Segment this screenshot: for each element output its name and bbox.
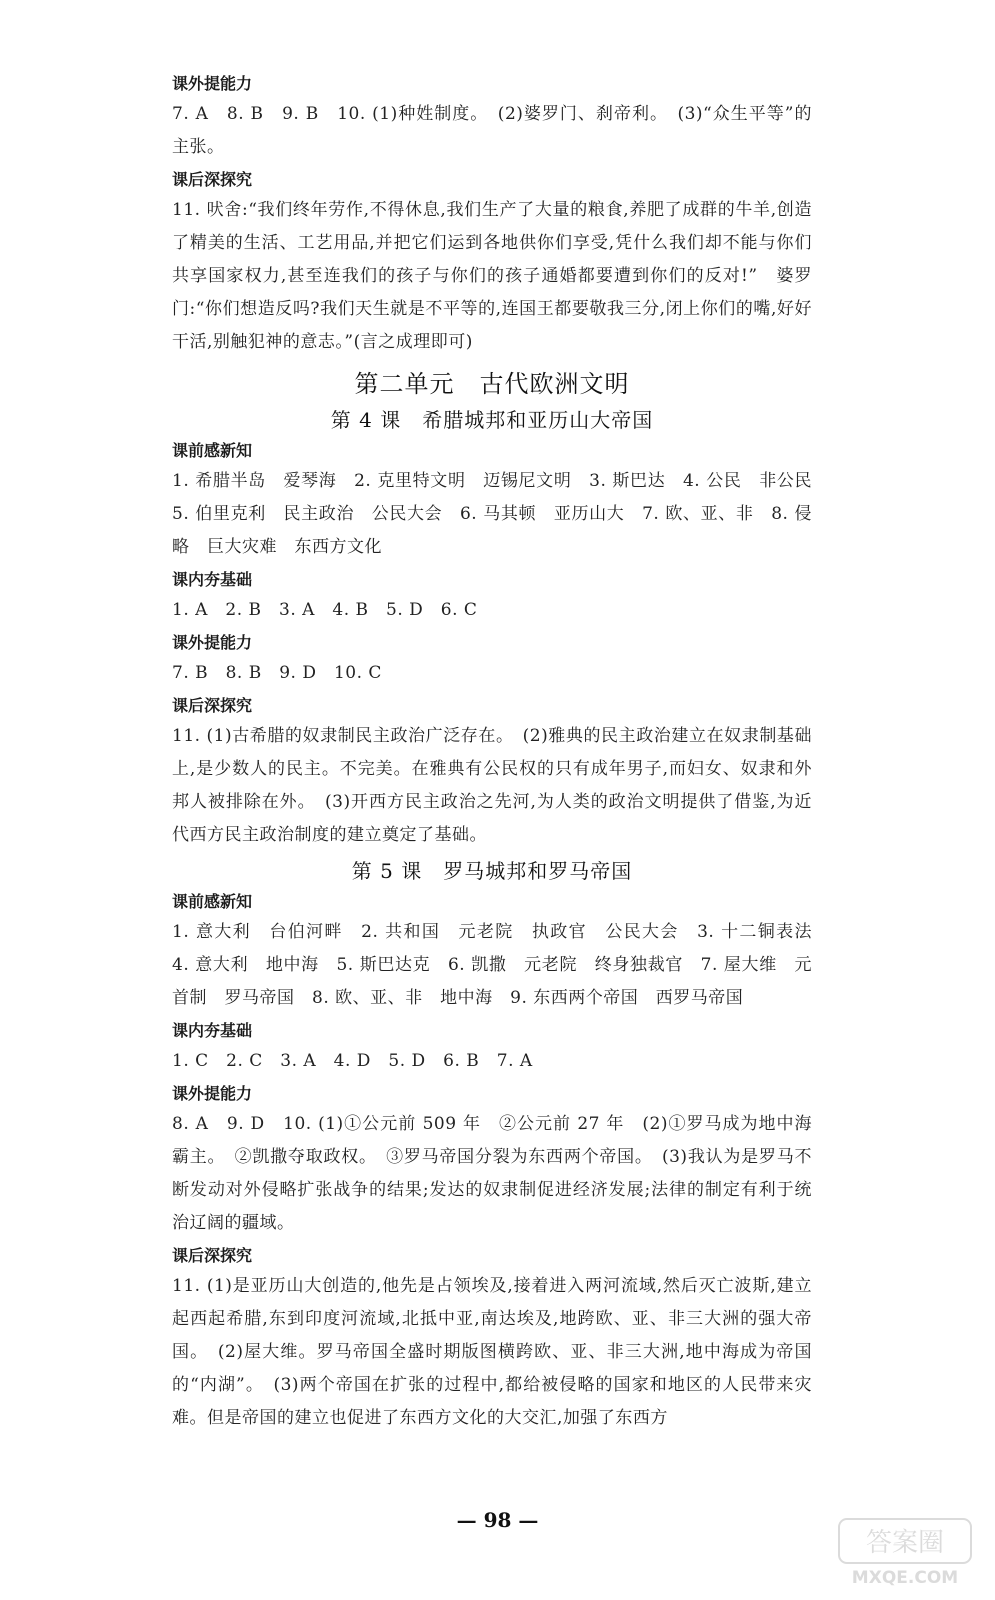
block-16: 1. 意大利 台伯河畔 2. 共和国 元老院 执政官 公民大会 3. 十二铜表法 4. 意大利 地中海 5. 斯巴达克 6. 凯撒 元老院 终身独裁官 7. 屋大维 元首制 罗马帝国 8. 欧、亚、非 地中海 9. 东西两个帝国 西罗马帝国 xyxy=(172,922,830,1008)
watermark-logo xyxy=(835,1515,975,1590)
block-1: 7. A 8. B 9. B 10. (1)种姓制度。 (2)婆罗门、刹帝利。 (3)“众生平等”的主张。 xyxy=(172,104,812,157)
block-13: 11. (1)古希腊的奴隶制民主政治广泛存在。 (2)雅典的民主政治建立在奴隶制基础上,是少数人的民主。不完美。在雅典有公民权的只有成年男子,而妇女、奴隶和外邦人被排除在外。 (3)开西方民主政治之先河,为人类的政治文明提供了借鉴,为近代西方民主政治制度的建立奠定了基础。 xyxy=(172,726,812,845)
unit-title: 第二单元 古代欧洲文明 xyxy=(354,370,630,398)
block-7: 1. 希腊半岛 爱琴海 2. 克里特文明 迈锡尼文明 3. 斯巴达 4. 公民 非公民 5. 伯里克利 民主政治 公民大会 6. 马其顿 亚历山大 7. 欧、亚、非 8. 侵略 巨大灾难 东西方文化 xyxy=(172,471,830,557)
block-18: 1. C 2. C 3. A 4. D 5. D 6. B 7. A xyxy=(172,1051,533,1071)
block-0: 课外提能力 xyxy=(172,74,253,93)
lesson-title-4: 第 4 课 希腊城邦和亚历山大帝国 xyxy=(330,408,654,432)
block-19: 课外提能力 xyxy=(172,1084,253,1103)
block-9: 1. A 2. B 3. A 4. B 5. D 6. C xyxy=(172,600,478,620)
block-11: 7. B 8. B 9. D 10. C xyxy=(172,663,382,683)
block-3: 11. 吠舍:“我们终年劳作,不得休息,我们生产了大量的粮食,养肥了成群的牛羊,创造了精美的生活、工艺用品,并把它们运到各地供你们享受,凭什么我们却不能与你们共享国家权力,甚至连我们的孩子与你们的孩子通婚都要遭到你们的反对!” 婆罗门:“你们想造反吗?我们天生就是不平等的,连国王都要敬我三分,闭上你们的嘴,好好干活,别触犯神的意志。”(言之成理即可) xyxy=(172,200,812,352)
block-22: 11. (1)是亚历山大创造的,他先是占领埃及,接着进入两河流域,然后灭亡波斯,建立起西起希腊,东到印度河流域,北抵中亚,南达埃及,地跨欧、亚、非三大洲的强大帝国。 (2)屋大维。罗马帝国全盛时期版图横跨欧、亚、非三大洲,地中海成为帝国的“内湖”。 (3)两个帝国在扩张的过程中,都给被侵略的国家和地区的人民带来灾难。但是帝国的建立也促进了东西方文化的大交汇,加强了东西方 xyxy=(172,1276,812,1428)
block-12: 课后深探究 xyxy=(172,696,253,715)
block-2: 课后深探究 xyxy=(172,170,253,189)
watermark-text-top: 答案圈 xyxy=(865,1528,945,1558)
block-17: 课内夯基础 xyxy=(172,1021,253,1040)
block-20: 8. A 9. D 10. (1)①公元前 509 年 ②公元前 27 年 (2)①罗马成为地中海霸主。 ②凯撒夺取政权。 ③罗马帝国分裂为东西两个帝国。 (3)我认为是罗马不断发动对外侵略扩张战争的结果;发达的奴隶制促进经济发展;法律的制定有利于统治辽阔的疆域。 xyxy=(172,1114,812,1233)
block-21: 课后深探究 xyxy=(172,1246,253,1265)
lesson-title-5: 第 5 课 罗马城邦和罗马帝国 xyxy=(351,859,633,883)
block-8: 课内夯基础 xyxy=(172,570,253,589)
block-15: 课前感新知 xyxy=(172,892,253,911)
answer-page xyxy=(172,68,830,1435)
block-10: 课外提能力 xyxy=(172,633,253,652)
block-6: 课前感新知 xyxy=(172,441,253,460)
watermark-text-bottom: MXQE.COM xyxy=(851,1568,959,1588)
page-number: — 98 — xyxy=(456,1508,539,1532)
